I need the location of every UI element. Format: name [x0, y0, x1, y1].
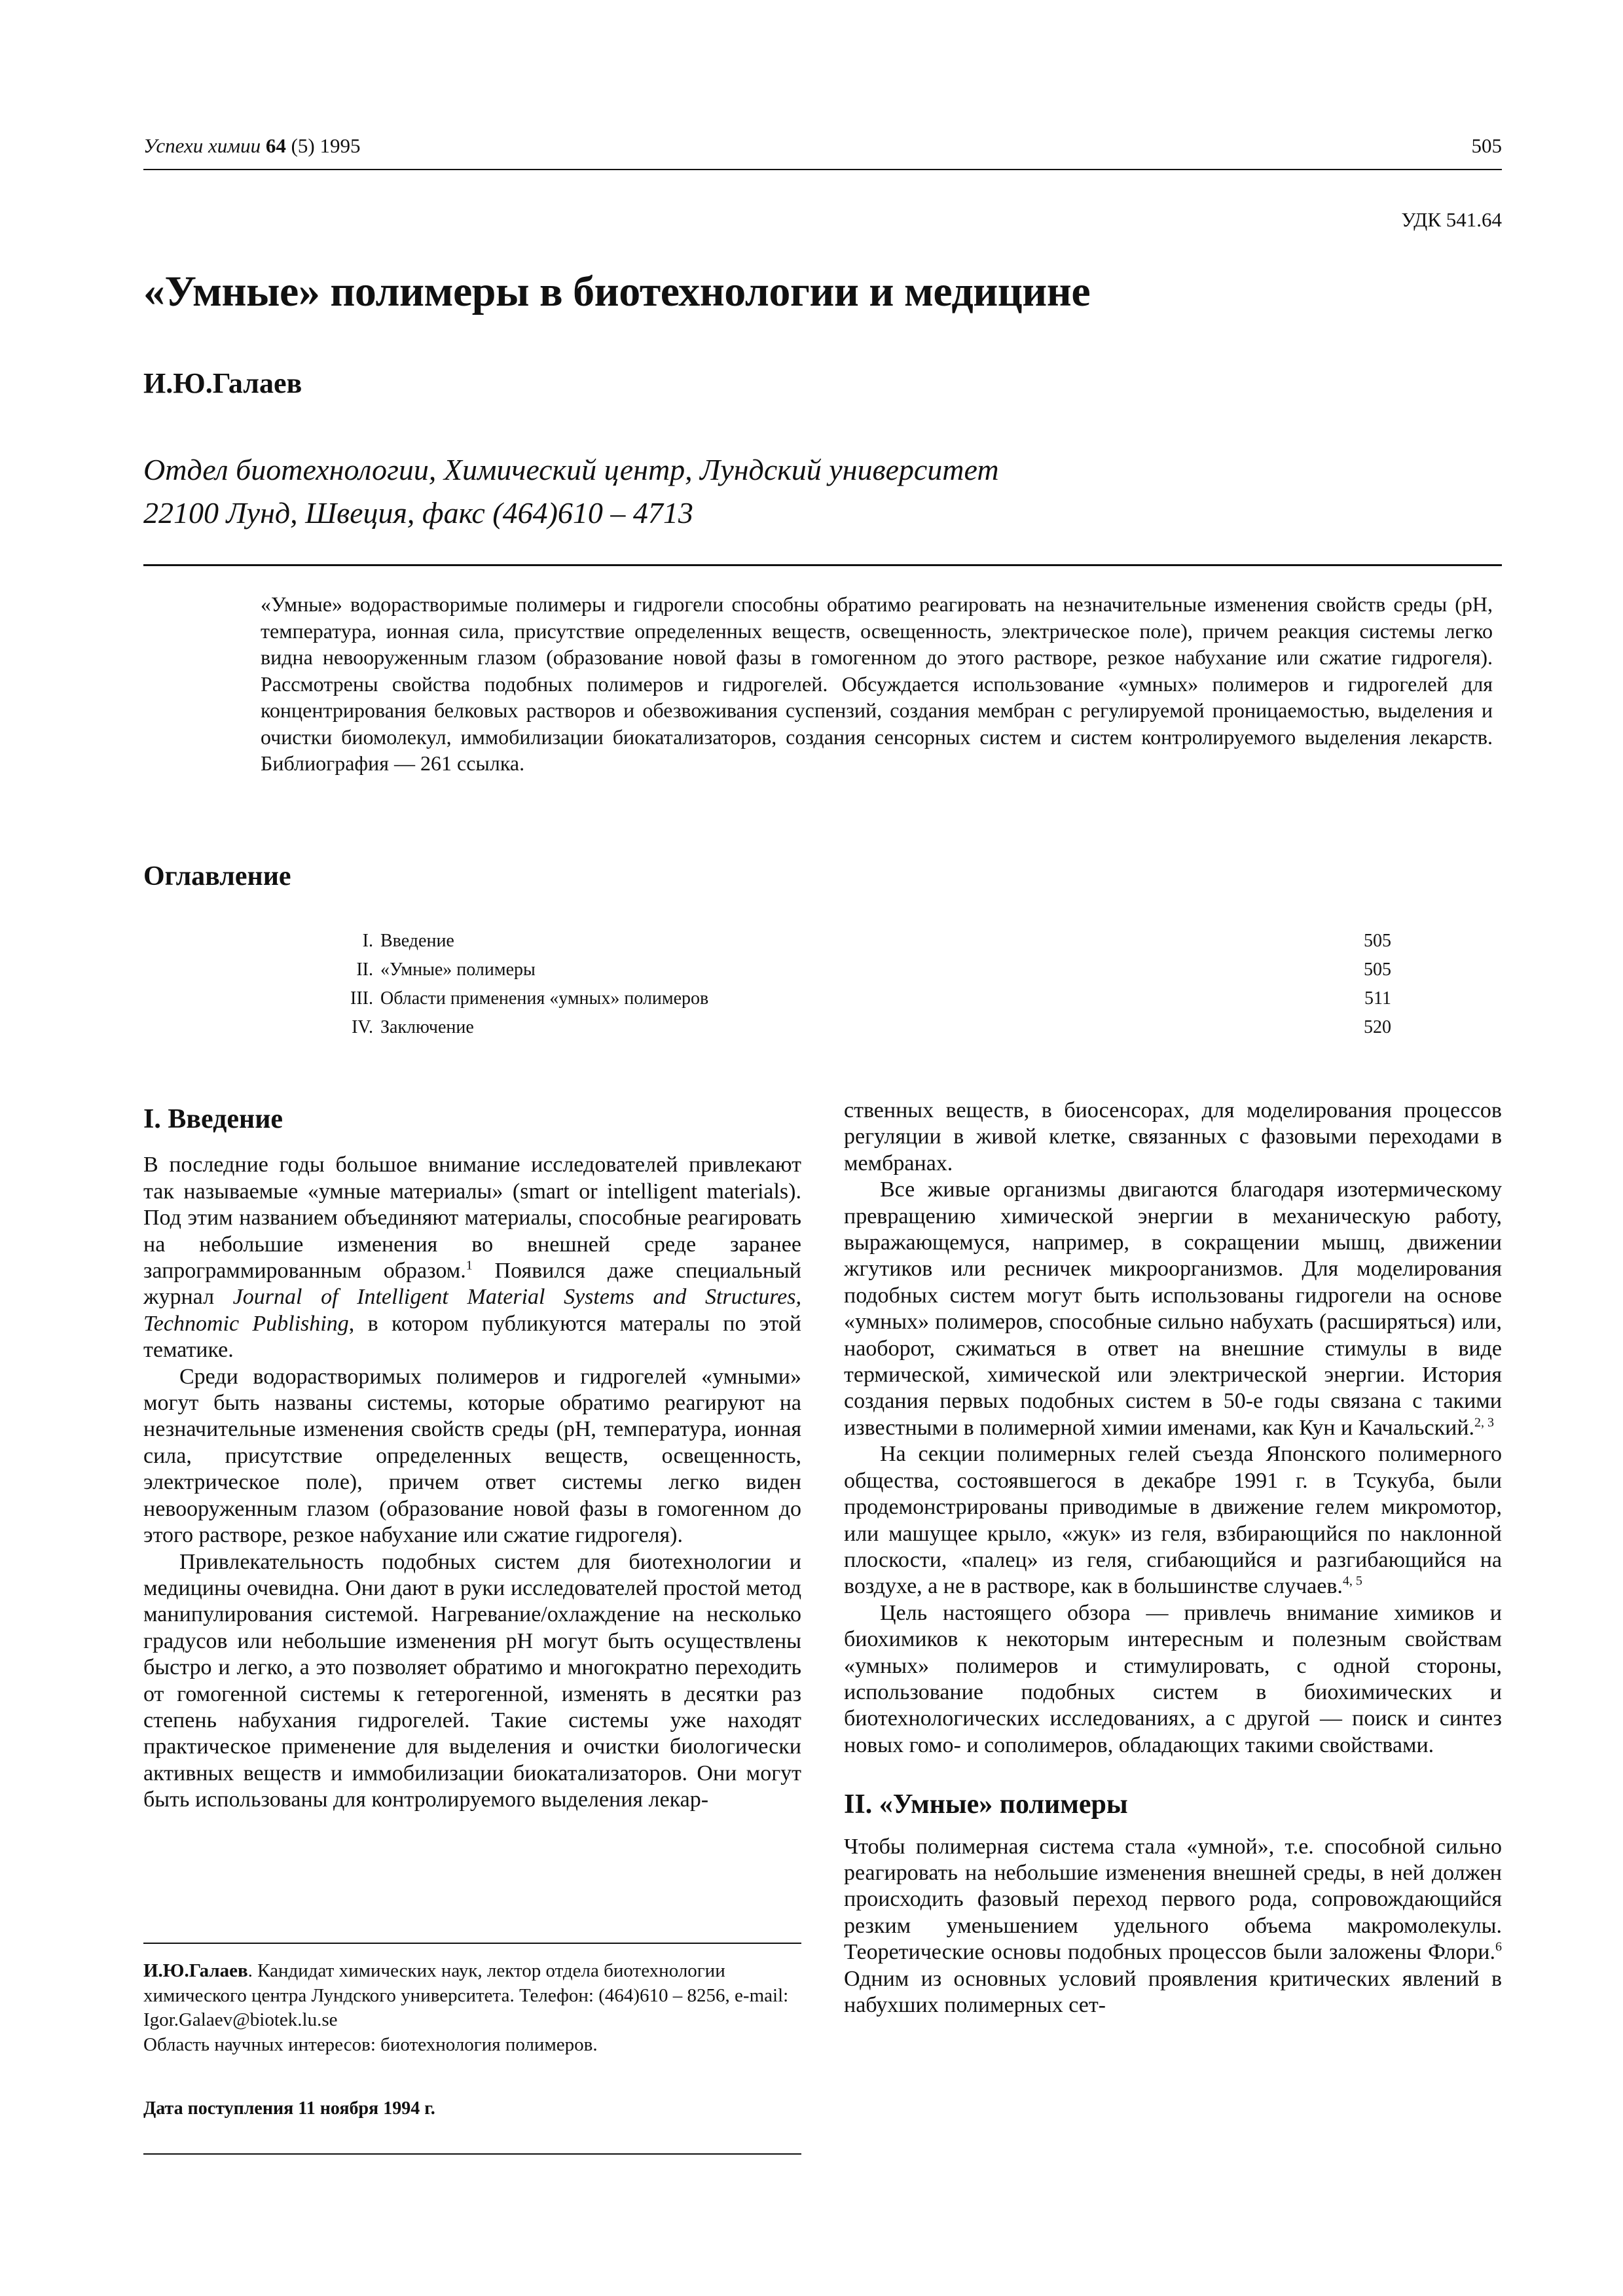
toc-label: «Умные» полимеры: [380, 960, 536, 980]
toc-entry[interactable]: [160, 931, 1391, 960]
left-column: [143, 1106, 801, 1814]
author-bio: И.Ю.Галаев. Кандидат химических наук, лектор отдела биотехнологии химического центра Лундского университета. Телефон: (464)610 – 8256, e-mail: Igor.Galaev@biotek.lu.se: [143, 1960, 789, 2030]
citation-ref[interactable]: 6: [1495, 1939, 1502, 1954]
right-paragraph-5: Чтобы полимерная система стала «умной», т.е. способной сильно реагировать на небольшие изменения внешней среды, в ней должен происходить фазовый переход первого рода, сопровождающийся резким уменьшением удельного объема макромолекулы. Теоретические основы подобных процессов были заложены Флори.$^6$ Одним из основных условий проявления критических явлений в набухших полимерных сет-: [844, 1834, 1502, 2017]
right-paragraph-2: Все живые организмы двигаются благодаря изотермическому превращению химической энергии в механическую работу, выражающемуся, например, в сокращении мышц, движении жгутиков или ресничек микроорганизмов. Для моделирования подобных систем могут быть использованы гидрогели на основе «умных» полимеров, способные сильно набухать (расширяться) или, наоборот, сжиматься в ответ на внешние стимулы в виде термической, химической или электрической энергии. История создания первых подобных систем в 50-е годы связана с такими известными в полимерной химии именами, как Кун и Качальский.$^{2, 3}$: [844, 1177, 1502, 1440]
title-rule: [143, 564, 1502, 566]
abstract: «Умные» водорастворимые полимеры и гидрогели способны обратимо реагировать на незначительные изменения свойств среды (pH, температура, ионная сила, присутствие определенных веществ, освещенность, электрическое поле), причем реакция системы легко видна невооруженным глазом (образование новой фазы в гомогенном до этого растворе, резкое набухание или сжатие гидрогеля). Рассмотрены свойства подобных полимеров и гидрогелей. Обсуждается использование «умных» полимеров и гидрогелей для концентрирования белковых растворов и обезвоживания суспензий, создания мембран с регулируемой проницаемостью, выделения и очистки биомолекул, иммобилизации биокатализаторов, создания сенсорных систем и систем контролируемого выделения лекарств. Библиография — 261 ссылка.: [261, 592, 1493, 775]
toc-entry[interactable]: [160, 960, 1391, 988]
right-paragraph-4: Цель настоящего обзора — привлечь внимание химиков и биохимиков к некоторым интересным и полезным свойствам «умных» полимеров и стимулировать, с одной стороны, использование подобных систем в биохимических и биотехнологических исследованиях, а с другой — поиск и синтез новых гомо- и сополимеров, обладающих такими свойствами.: [844, 1600, 1502, 1757]
citation-ref[interactable]: 4, 5: [1342, 1573, 1362, 1588]
section-heading-intro: I. Введение: [143, 1104, 283, 1134]
journal-year: 1995: [319, 134, 361, 157]
affiliation-line-2: 22100 Лунд, Швеция, факс (464)610 – 4713: [143, 496, 693, 529]
article-title: «Умные» полимеры в биотехнологии и медицине: [143, 268, 1091, 315]
toc-page: 505: [1364, 931, 1391, 951]
author-interests: Область научных интересов: биотехнология полимеров.: [143, 2034, 598, 2055]
toc-number: II.: [356, 960, 373, 980]
footnote-rule: [143, 1943, 801, 1944]
toc-label: Области применения «умных» полимеров: [380, 988, 709, 1009]
toc-label: Заключение: [380, 1017, 474, 1037]
intro-paragraph-2: Среди водорастворимых полимеров и гидрогелей «умными» могут быть названы системы, которые обратимо реагируют на незначительные изменения свойств среды (pH, температура, ионная сила, присутствие определенных веществ, освещенность, электрическое поле), причем ответ системы легко виден невооруженным глазом (образование новой фазы в гомогенном до этого растворе, резкое набухание или сжатие гидрогеля).: [143, 1364, 801, 1548]
citation-ref[interactable]: 2, 3: [1474, 1415, 1495, 1430]
citation-ref[interactable]: 1: [465, 1258, 473, 1273]
right-paragraph-1: ственных веществ, в биосенсорах, для моделирования процессов регуляции в живой клетке, связанных с фазовыми переходами в мембранах.: [844, 1098, 1502, 1175]
author-footnote: [143, 1959, 801, 2057]
section-heading-smart-polymers: II. «Умные» полимеры: [844, 1789, 1128, 1820]
toc-entry[interactable]: [160, 988, 1391, 1017]
header-rule: [143, 169, 1502, 170]
bottom-rule: [143, 2153, 801, 2155]
journal-issue: (5): [291, 134, 315, 157]
toc-number: IV.: [352, 1017, 373, 1037]
right-column: [844, 1098, 1502, 2018]
toc-page: 505: [1364, 960, 1391, 980]
toc-number: III.: [350, 988, 373, 1009]
journal-name: Успехи химии: [143, 134, 261, 157]
journal-title: Journal of Intelligent Material Systems and Structures, Technomic Publishing: [143, 1285, 801, 1336]
journal-volume: 64: [265, 134, 286, 157]
footnote-author: И.Ю.Галаев: [143, 1960, 248, 1981]
toc-heading: Оглавление: [143, 861, 291, 891]
toc-page: 511: [1364, 988, 1391, 1009]
article-author: И.Ю.Галаев: [143, 367, 302, 399]
udk-code: УДК 541.64: [1401, 208, 1502, 231]
table-of-contents: [160, 931, 1391, 1046]
intro-paragraph-1: В последние годы большое внимание исследователей привлекают так называемые «умные материалы» (smart or intelligent materials). Под этим названием объединяют материалы, способные реагировать на небольшие изменения во внешней среде заранее запрограммированным образом.$^1$ Появился даже специальный журнал Journal of Intelligent Material Systems and Structures, Technomic Publishing, в котором публикуются матерaлы по этой тематике.: [143, 1153, 801, 1363]
affiliation-line-1: Отдел биотехнологии, Химический центр, Лундский университет: [143, 453, 999, 486]
toc-page: 520: [1364, 1017, 1391, 1037]
toc-entry[interactable]: [160, 1017, 1391, 1046]
page-number: 505: [1471, 134, 1502, 157]
toc-label: Введение: [380, 931, 454, 951]
received-date: Дата поступления 11 ноября 1994 г.: [143, 2098, 435, 2119]
toc-number: I.: [362, 931, 373, 951]
running-header: [143, 134, 360, 158]
intro-paragraph-3: Привлекательность подобных систем для биотехнологии и медицины очевидна. Они дают в руки исследователей простой метод манипулирования системой. Нагревание/охлаждение на несколько градусов или небольшие изменения pH могут быть осуществлены быстро и легко, а это позволяет обратимо и многократно переходить от гомогенной системы к гетерогенной, изменять в десятки раз степень набухания гидрогелей. Такие системы уже находят практическое применение для выделения и очистки биологически активных веществ и иммобилизации биокатализаторов. Они могут быть использованы для контролируемого выделения лекар-: [143, 1549, 801, 1812]
right-paragraph-3: На секции полимерных гелей съезда Японского полимерного общества, состоявшегося в декабре 1991 г. в Тсукуба, были продемонстрированы приводимые в движение гелем микромотор, или машущее крыло, «жук» из геля, взбирающийся по наклонной плоскости, «палец» из геля, сгибающийся и разгибающийся на воздухе, а не в растворе, как в большинстве случаев.$^{4, 5}$: [844, 1442, 1502, 1599]
